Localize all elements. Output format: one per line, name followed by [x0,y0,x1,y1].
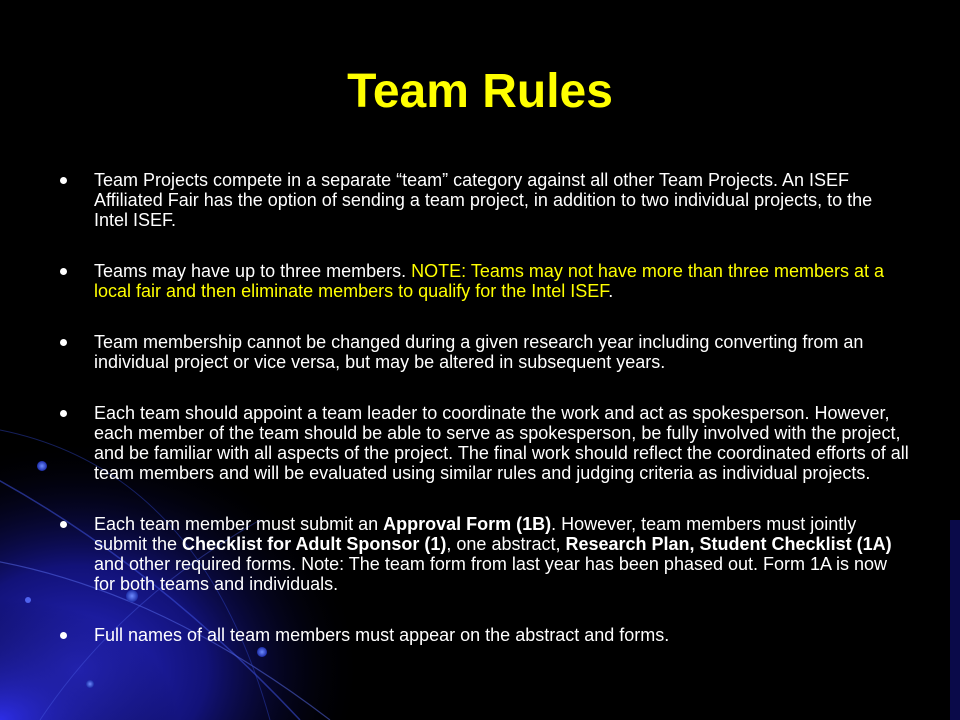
form-name-approval: Approval Form (1B) [383,514,552,534]
bullet-text: . However, team members must jointly submit the [94,514,857,554]
bullet-text-end: . [608,281,614,301]
bullet-text: Team membership cannot be changed during a given research year including converting from an individual project or vice versa, but may be altered in subsequent years. [94,332,864,372]
bullet-icon [60,521,67,528]
form-name-research-plan: Research Plan, Student Checklist (1A) [565,534,892,554]
bullet-item-team-projects [60,170,910,230]
bullet-item-team-leader [60,403,910,483]
bullet-item-team-members [60,261,910,301]
bullet-highlight-note: NOTE: Teams may not have more than three members at a local fair and then eliminate members to qualify for the Intel ISEF [94,261,885,301]
bullet-icon [60,410,67,417]
bullet-text: Each team member must submit an [94,514,384,534]
bullet-item-full-names [60,625,910,645]
bullet-text: Full names of all team members must appear on the abstract and forms. [94,625,670,645]
dot-ornament [86,680,94,688]
bullet-item-forms [60,514,910,594]
bullet-text: Each team should appoint a team leader to coordinate the work and act as spokesperson. However, each member of the team should be able to serve as spokesperson, be fully involved with the project, and be familiar with all aspects of the project. The final work should reflect the coordinated efforts of all team members and will be evaluated using similar rules and judging criteria as individual projects. [94,403,909,483]
dot-ornament [37,461,47,471]
bullet-icon [60,177,67,184]
bullet-text: Teams may have up to three members. [94,261,412,281]
dot-ornament [25,597,31,603]
form-name-checklist-adult-sponsor: Checklist for Adult Sponsor (1) [182,534,447,554]
bullet-list [60,170,910,676]
bullet-text: and other required forms. Note: The team form from last year has been phased out. Form 1A is now for both teams and individuals. [94,554,888,594]
bullet-icon [60,339,67,346]
bullet-icon [60,632,67,639]
bullet-item-membership [60,332,910,372]
bullet-text: Team Projects compete in a separate “team” category against all other Team Projects. An ISEF Affiliated Fair has the option of sending a team project, in addition to two individual projects, to the Intel ISEF. [94,170,873,230]
bullet-icon [60,268,67,275]
slide-title: Team Rules [347,65,613,118]
bullet-text: , one abstract, [446,534,566,554]
